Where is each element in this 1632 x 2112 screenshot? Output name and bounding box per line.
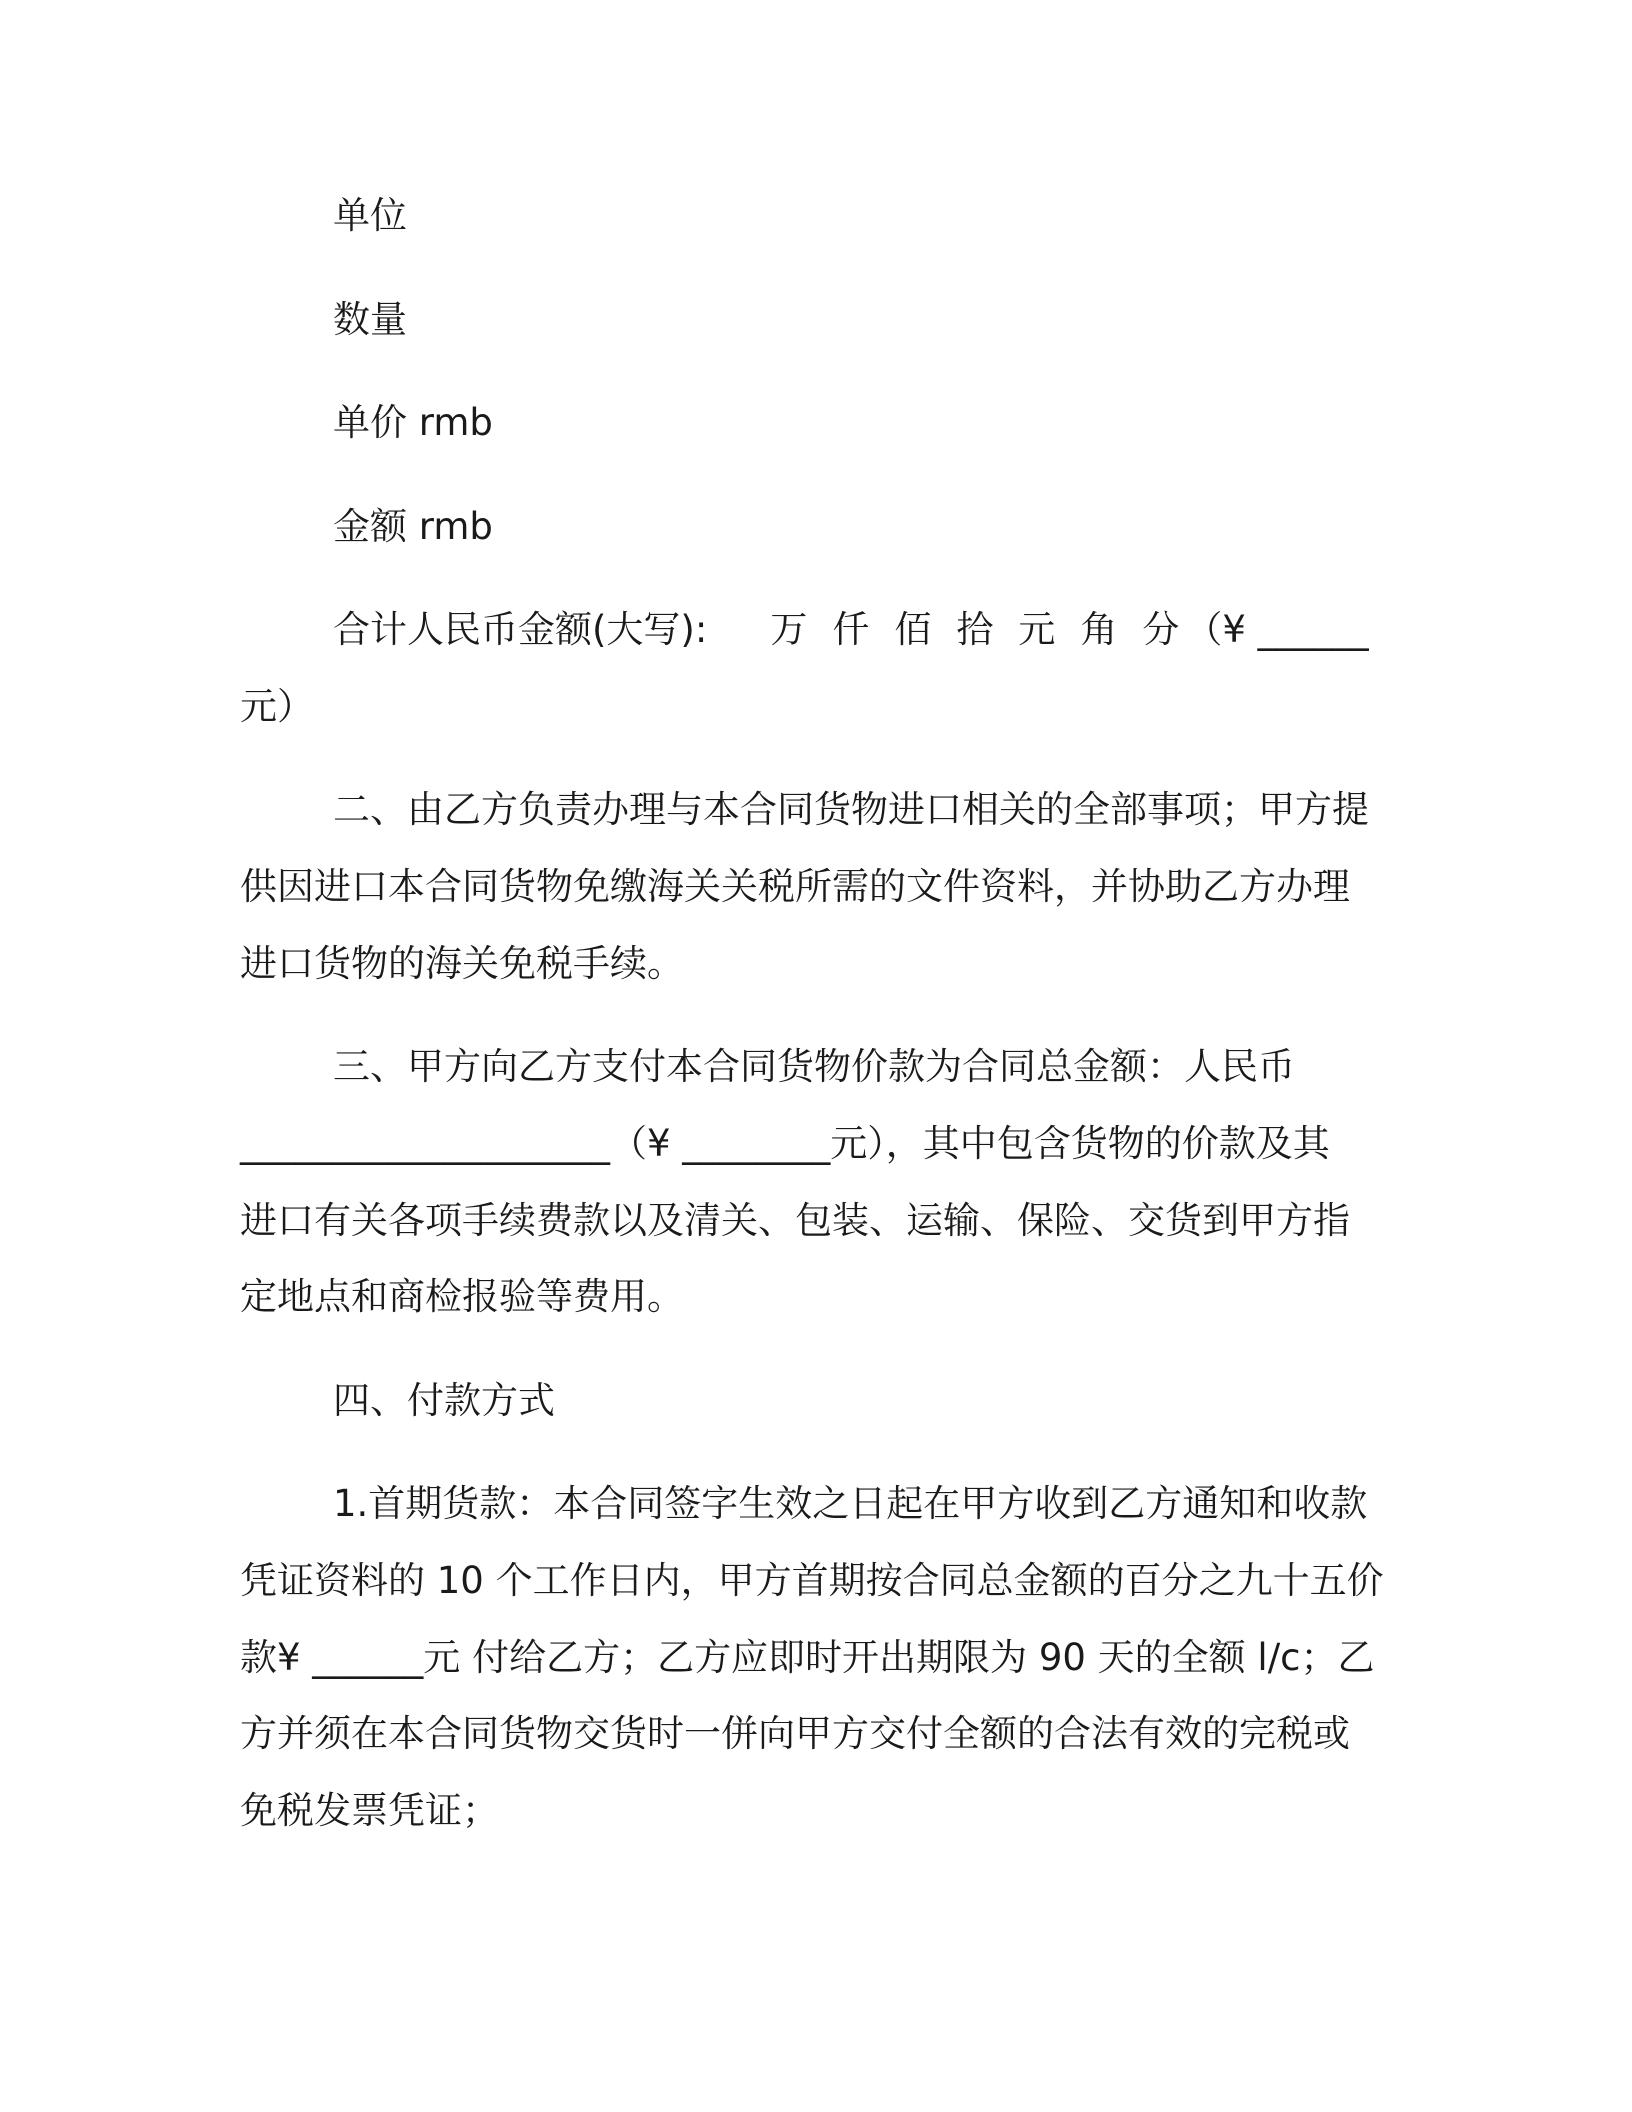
field-unit-price-label: 单价 rmb [333,401,493,444]
clause-2 [240,772,1440,1002]
total-amount-line [240,592,1440,669]
clause-3-line: 定地点和商检报验等费用。 [240,1275,684,1319]
unit-bai: 佰 [894,608,932,651]
field-unit-label: 单位 [333,194,407,237]
first-payment-line: 凭证资料的 10 个工作日内，甲方首期按合同总金额的百分之九十五价 [240,1558,1384,1602]
unit-qian: 仟 [832,608,870,651]
first-payment-line: 款¥ ______元 付给乙方；乙方应即时开出期限为 90 天的全额 l/c；乙 [240,1635,1375,1679]
unit-yuan: 元 [1018,608,1056,651]
first-payment-line: 1.首期货款：本合同签字生效之日起在甲方收到乙方通知和收款 [333,1482,1368,1526]
first-payment-clause [240,1466,1440,1850]
field-unit [240,178,1440,255]
total-amount-label: 合计人民币金额(大写): [333,608,708,651]
unit-shi: 拾 [956,608,994,651]
clause-3-line: ____________________（¥ ________元），其中包含货物的价款及其 [240,1121,1330,1165]
clause-2-line: 进口货物的海关免税手续。 [240,941,684,985]
field-quantity [240,282,1440,359]
field-amount [240,489,1440,566]
total-amount-row [240,592,1440,745]
clause-4 [240,1363,1440,1440]
clause-4-heading: 四、付款方式 [333,1378,555,1422]
unit-fen: 分 [1142,608,1180,651]
field-unit-price [240,385,1440,462]
clause-2-line: 供因进口本合同货物免缴海关关税所需的文件资料，并协助乙方办理 [240,864,1350,908]
first-payment-line: 免税发票凭证； [240,1789,499,1833]
field-amount-label: 金额 rmb [333,504,493,548]
clause-3 [240,1029,1440,1336]
numeric-amount-prefix: （¥ [1185,608,1258,651]
numeric-amount-blank: ______ [1257,608,1369,651]
clause-2-line: 二、由乙方负责办理与本合同货物进口相关的全部事项；甲方提 [333,788,1369,832]
field-quantity-label: 数量 [333,297,407,341]
first-payment-line: 方并须在本合同货物交货时一併向甲方交付全额的合法有效的完税或 [240,1712,1350,1756]
clause-3-line: 进口有关各项手续费款以及清关、包装、运输、保险、交货到甲方指 [240,1198,1350,1242]
clause-3-line: 三、甲方向乙方支付本合同货物价款为合同总金额：人民币 [333,1045,1295,1089]
numeric-amount-suffix: 元） [240,684,314,728]
unit-wan: 万 [770,608,808,651]
unit-jiao: 角 [1080,608,1118,651]
